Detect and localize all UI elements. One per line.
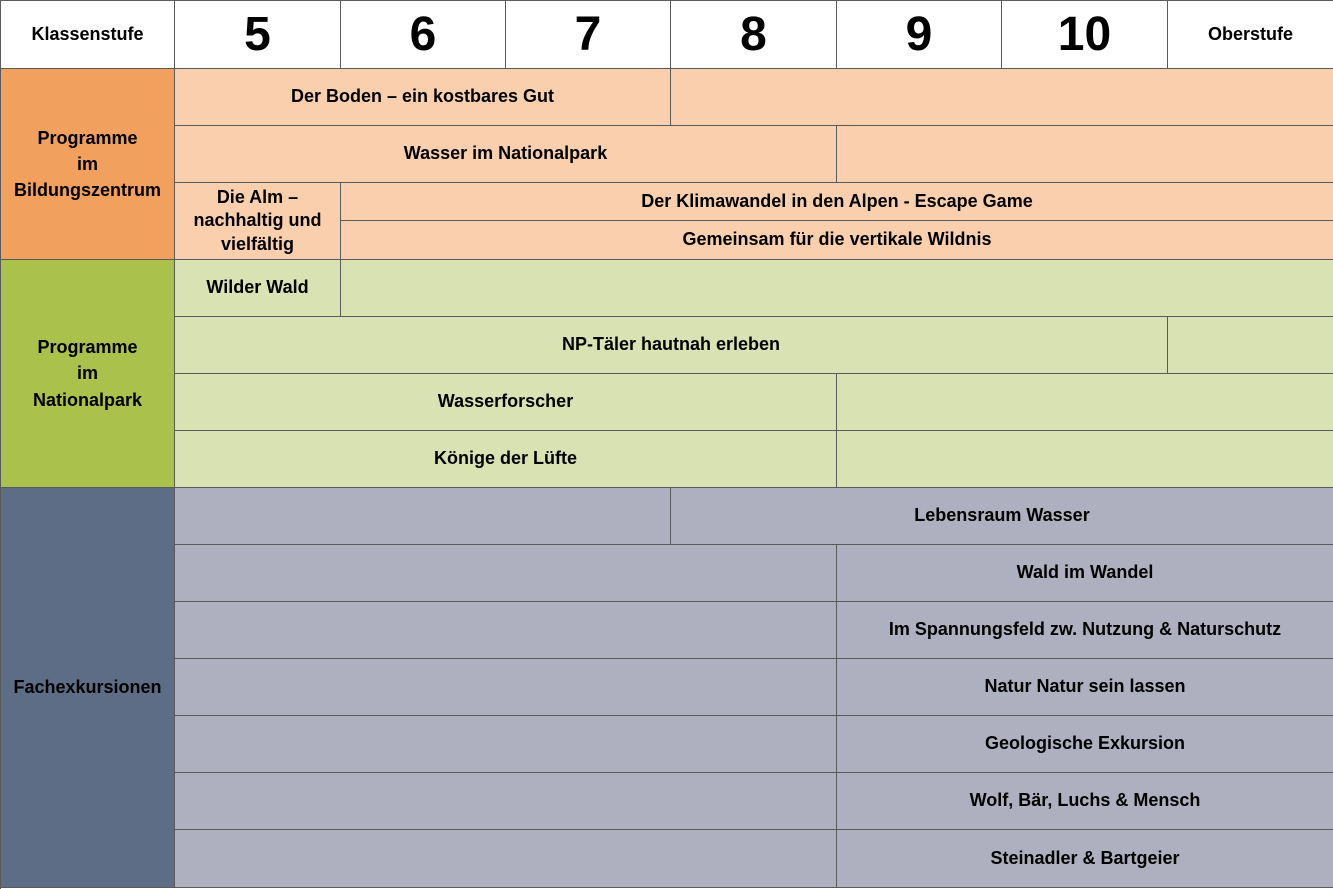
- header-grade-8: 8: [671, 1, 837, 69]
- program-np-taeler: NP-Täler hautnah erleben: [175, 317, 1168, 374]
- empty-cell: [175, 773, 837, 830]
- category-bildungszentrum: Programme im Bildungszentrum: [1, 69, 175, 260]
- program-geologische-exkursion: Geologische Exkursion: [837, 716, 1333, 773]
- empty-cell: [671, 69, 1333, 126]
- empty-cell: [341, 260, 1333, 317]
- empty-cell: [1168, 317, 1333, 374]
- header-grade-7: 7: [506, 1, 671, 69]
- program-wilder-wald: Wilder Wald: [175, 260, 341, 317]
- program-lebensraum-wasser: Lebensraum Wasser: [671, 488, 1333, 545]
- program-wasserforscher: Wasserforscher: [175, 374, 837, 431]
- program-spannungsfeld: Im Spannungsfeld zw. Nutzung & Naturschutz: [837, 602, 1333, 659]
- category-fachexkursionen: Fachexkursionen: [1, 488, 175, 888]
- program-alm: Die Alm – nachhaltig und vielfältig: [175, 183, 341, 260]
- header-klassenstufe: Klassenstufe: [1, 1, 175, 69]
- empty-cell: [837, 374, 1333, 431]
- empty-cell: [175, 830, 837, 888]
- header-oberstufe: Oberstufe: [1168, 1, 1333, 69]
- program-wasser: Wasser im Nationalpark: [175, 126, 837, 183]
- program-wolf-baer-luchs: Wolf, Bär, Luchs & Mensch: [837, 773, 1333, 830]
- program-wald-im-wandel: Wald im Wandel: [837, 545, 1333, 602]
- empty-cell: [837, 431, 1333, 488]
- program-klimawandel: Der Klimawandel in den Alpen - Escape Game: [341, 183, 1333, 221]
- empty-cell: [175, 659, 837, 716]
- empty-cell: [175, 545, 837, 602]
- empty-cell: [175, 716, 837, 773]
- program-wildnis: Gemeinsam für die vertikale Wildnis: [341, 221, 1333, 260]
- empty-cell: [837, 126, 1333, 183]
- header-grade-5: 5: [175, 1, 341, 69]
- empty-cell: [175, 602, 837, 659]
- program-koenige-der-luefte: Könige der Lüfte: [175, 431, 837, 488]
- program-steinadler-bartgeier: Steinadler & Bartgeier: [837, 830, 1333, 888]
- header-grade-9: 9: [837, 1, 1002, 69]
- program-boden: Der Boden – ein kostbares Gut: [175, 69, 671, 126]
- header-grade-10: 10: [1002, 1, 1168, 69]
- header-grade-6: 6: [341, 1, 506, 69]
- category-nationalpark: Programme im Nationalpark: [1, 260, 175, 488]
- program-natur-natur-sein-lassen: Natur Natur sein lassen: [837, 659, 1333, 716]
- empty-cell: [175, 488, 671, 545]
